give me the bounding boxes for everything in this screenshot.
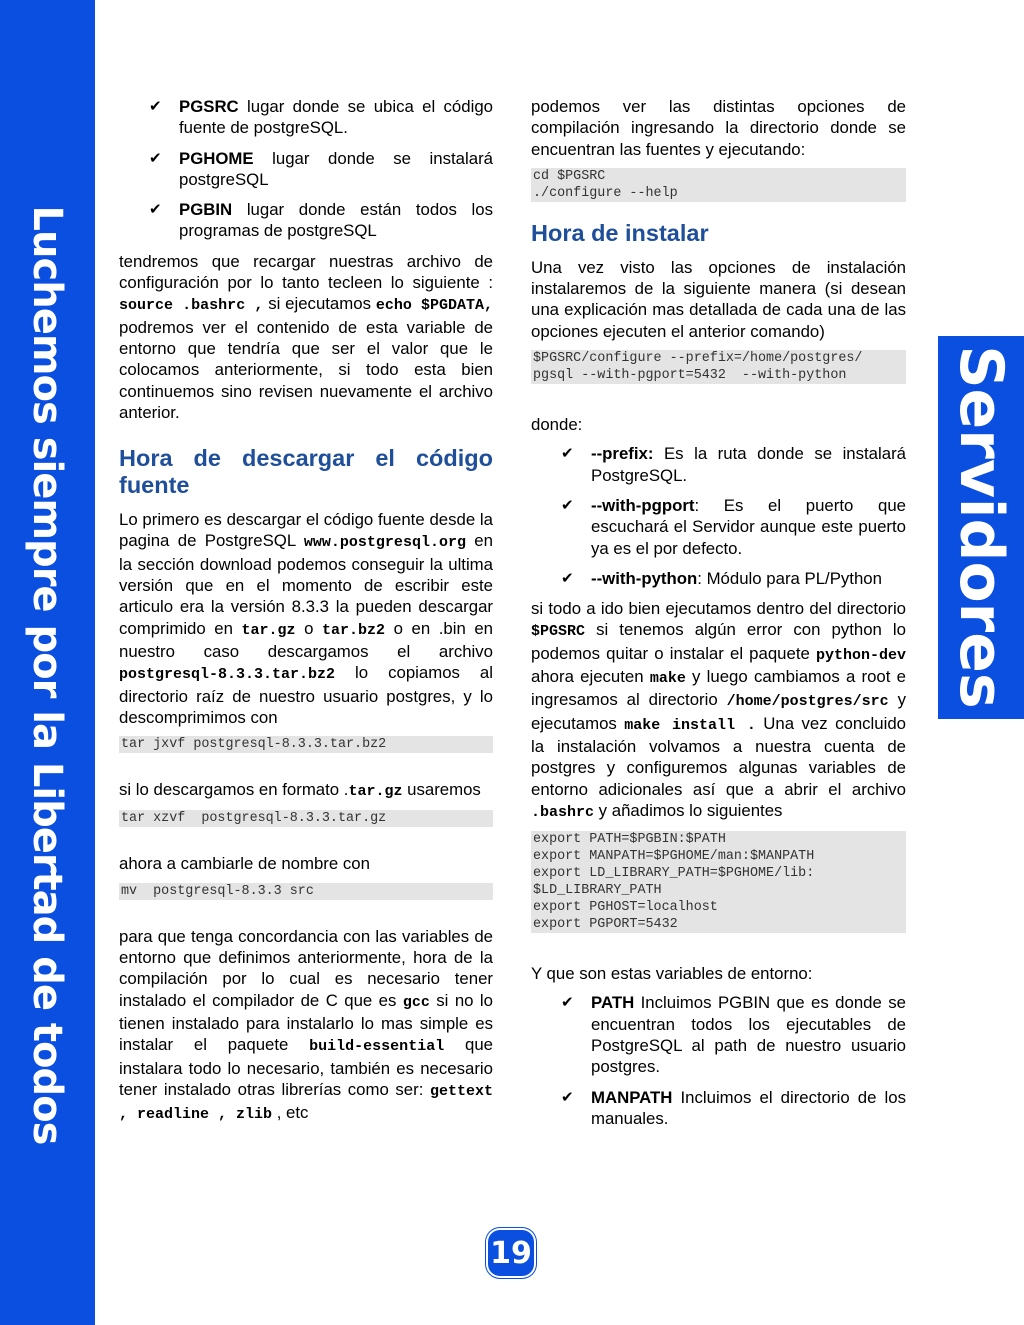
check-icon: ✔: [561, 1088, 574, 1106]
left-column: [119, 96, 493, 1133]
list-item: [531, 443, 906, 486]
code-block: mv postgresql-8.3.3 src: [119, 883, 493, 900]
paragraph: ahora a cambiarle de nombre con: [119, 854, 370, 874]
list-item: [531, 495, 906, 559]
term: --with-pgport: [591, 495, 695, 515]
check-icon: ✔: [561, 569, 574, 587]
term: PATH: [591, 993, 635, 1013]
term: PGSRC: [179, 97, 239, 116]
definition: : Es el puerto que escuchará el Servidor aunque este puerto ya es el por defecto.: [591, 495, 906, 558]
definition: Incluimos el directorio de los manuales.: [591, 1087, 906, 1128]
list-item: [119, 199, 493, 242]
check-icon: ✔: [149, 201, 162, 219]
term: MANPATH: [591, 1087, 673, 1107]
right-column: [531, 96, 906, 1138]
term: --prefix:: [591, 444, 654, 464]
term: PGBIN: [179, 200, 233, 220]
code-block: export PATH=$PGBIN:$PATH export MANPATH=$PGHOME/man:$MANPATH export LD_LIBRARY_PATH=$PGHOME/lib: $LD_LIBRARY_PATH export PGHOST=localhost export PGPORT=5432: [531, 831, 906, 933]
definition: lugar donde se instalará postgreSQL: [179, 148, 493, 189]
paragraph: Y que son estas variables de entorno:: [531, 964, 813, 984]
section-tab: [938, 336, 1024, 719]
definition: lugar donde están todos los programas de postgreSQL: [179, 200, 493, 241]
paragraph: tendremos que recargar nuestras archivo de configuración por lo tanto tecleen lo siguiente : source .bashrc , si ejecutamos echo $PGDATA, podremos ver el contenido de esta variable de entorno que tendría que ser el valor que le colocamos anteriormente, si todo esta bien continuemos sino revisen nuevamente el archivo anterior.: [119, 251, 494, 422]
check-icon: ✔: [149, 149, 162, 167]
list-item: [119, 148, 493, 191]
list-item: [531, 568, 906, 589]
sidebar: [0, 0, 95, 1325]
term: PGHOME: [179, 148, 254, 168]
list-item: [119, 96, 493, 139]
sidebar-slogan: Luchemos siempre por la Libertad de todos: [24, 205, 70, 1145]
paragraph: donde:: [531, 415, 583, 435]
check-icon: ✔: [561, 496, 574, 514]
definition: Incluimos PGBIN que es donde se encuentran todos los ejecutables de PostgreSQL al path de nuestro usuario postgres.: [591, 993, 906, 1077]
paragraph: si lo descargamos en formato .tar.gz usaremos: [119, 780, 481, 801]
page-number: 19: [488, 1230, 534, 1276]
paragraph: para que tenga concordancia con las variables de entorno que definimos anteriormente, hora de la compilación por lo cual es necesario tener instalado el compilador de C que es gcc si no lo tienen instalado para instalarlo lo mas simple es instalar el paquete build-essential que instalara todo lo necesario, también es necesario tener instalado otras librerías como ser: gettext , readline , zlib , etc: [119, 926, 493, 1124]
definition: : Módulo para PL/Python: [697, 568, 882, 588]
section-heading: Hora de descargar el código fuente: [119, 445, 493, 499]
list-item: [531, 1087, 906, 1130]
check-icon: ✔: [149, 98, 162, 115]
list-item: [531, 992, 906, 1077]
paragraph: si todo a ido bien ejecutamos dentro del directorio $PGSRC si tenemos algún error con python lo podemos quitar o instalar el paquete python-dev ahora ejecuten make y luego cambiamos a root e ingresamos al directorio /home/postgres/src y ejecutamos make install . Una vez concluido la instalación volvamos a nuestra cuenta de postgres y configuremos algunas variables de entorno adicionales así que a abrir el archivo .bashrc y añadimos lo siguientes: [531, 599, 906, 821]
definition: lugar donde se ubica el código fuente de postgreSQL.: [179, 97, 493, 138]
code-block: tar xzvf postgresql-8.3.3.tar.gz: [119, 810, 493, 827]
code-block: cd $PGSRC ./configure --help: [531, 168, 906, 202]
code-block: tar jxvf postgresql-8.3.3.tar.bz2: [119, 736, 493, 753]
check-icon: ✔: [561, 994, 574, 1012]
paragraph: Lo primero es descargar el código fuente desde la pagina de PostgreSQL www.postgresql.org en la sección download podemos conseguir la ultima versión que en el momento de escribir este articulo era la versión 8.3.3 la pueden descargar comprimido en tar.gz o tar.bz2 o en .bin en nuestro caso descargamos el archivo postgresql-8.3.3.tar.bz2 lo copiamos al directorio raíz de nuestro usuario postgres, y lo descomprimimos con: [119, 510, 494, 727]
check-icon: ✔: [561, 445, 574, 463]
section-title: Servidores: [946, 345, 1016, 709]
definition: Es la ruta donde se instalará PostgreSQL.: [591, 444, 906, 485]
paragraph: podemos ver las distintas opciones de compilación ingresando la directorio donde se encuentran las fuentes y ejecutando:: [531, 97, 906, 159]
term: --with-python: [591, 568, 698, 588]
section-heading: Hora de instalar: [531, 219, 709, 246]
code-block: $PGSRC/configure --prefix=/home/postgres/ pgsql --with-pgport=5432 --with-python: [531, 350, 906, 384]
paragraph: Una vez visto las opciones de instalación instalaremos de la siguiente manera (si desean una explicación mas detallada de cada una de las opciones ejecuten el anterior comando): [531, 257, 906, 341]
